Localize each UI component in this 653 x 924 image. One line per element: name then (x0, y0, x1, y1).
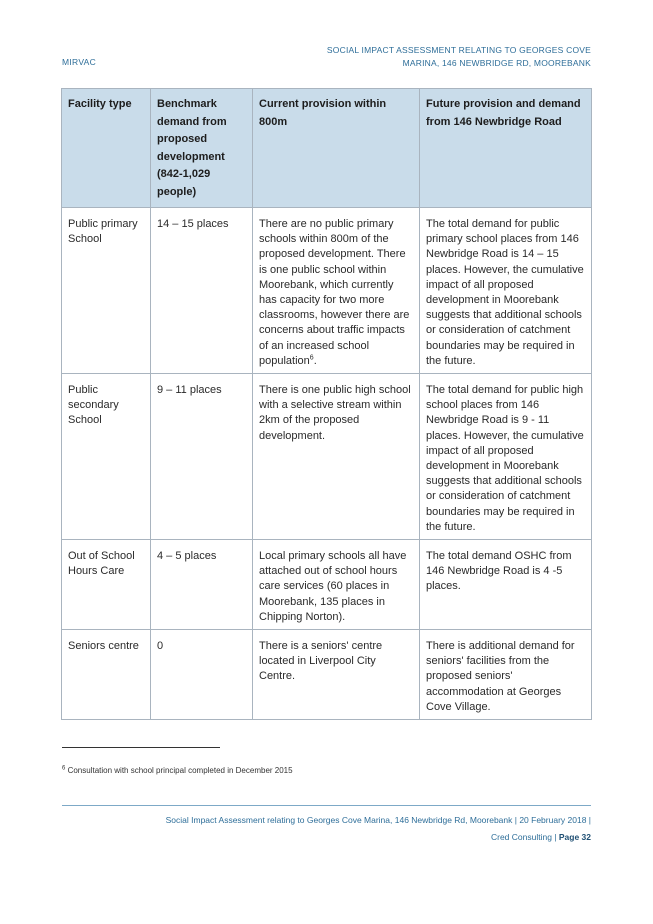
cell-current: There is a seniors' centre located in Liverpool City Centre. (253, 630, 420, 720)
header-title-line1: SOCIAL IMPACT ASSESSMENT RELATING TO GEORGES COVE (326, 45, 591, 55)
cell-benchmark: 9 – 11 places (151, 374, 253, 540)
header-company: MIRVAC (62, 57, 97, 67)
header-current-provision: Current provision within 800m (253, 89, 420, 208)
cell-benchmark: 14 – 15 places (151, 208, 253, 374)
header-benchmark-demand: Benchmark demand from proposed development (842-1,029 people) (151, 89, 253, 208)
cell-benchmark: 4 – 5 places (151, 540, 253, 630)
header-title (231, 44, 591, 69)
header-future-provision: Future provision and demand from 146 Newbridge Road (420, 89, 592, 208)
cell-facility: Out of School Hours Care (62, 540, 151, 630)
cell-current-text: There are no public primary schools within 800m of the proposed development. There is one public school within Moorebank, which currently has capacity for two more classrooms, however there are concerns about traffic impacts of an increased school population (259, 218, 410, 367)
cell-current: Local primary schools all have attached out of school hours care services (60 places in Moorebank, 135 places in Chipping Norton). (253, 540, 420, 630)
cell-facility: Public primary School (62, 208, 151, 374)
cell-facility: Public secondary School (62, 374, 151, 540)
footnote-divider (62, 747, 220, 748)
cell-future: The total demand for public primary school places from 146 Newbridge Road is 14 – 15 places. However, the cumulative impact of all proposed development in Moorebank suggests that additional schools or consideration of catchment boundaries may be required in the future. (420, 208, 592, 374)
table-row (62, 540, 592, 630)
footnote-number: 6 (62, 765, 66, 772)
table-row (62, 374, 592, 540)
footer-author: Cred Consulting | (490, 832, 559, 842)
header-title-line2: MARINA, 146 NEWBRIDGE RD, MOOREBANK (402, 57, 591, 68)
cell-current: There is one public high school with a selective stream within 2km of the proposed development. (253, 374, 420, 540)
header-facility-type: Facility type (62, 89, 151, 208)
footer-page-info (291, 832, 591, 842)
facility-table (61, 88, 592, 720)
cell-future: The total demand OSHC from 146 Newbridge Road is 4 -5 places. (420, 540, 592, 630)
cell-future: The total demand for public high school places from 146 Newbridge Road is 9 - 11 places. However, the cumulative impact of all proposed development in Moorebank suggests that additional schools or consideration of catchment boundaries may be required in the future. (420, 374, 592, 540)
footer-document-title: Social Impact Assessment relating to Georges Cove Marina, 146 Newbridge Rd, Moorebank | 20 February 2018 | (165, 815, 591, 825)
footnote (62, 766, 293, 775)
table-row (62, 630, 592, 720)
cell-facility: Seniors centre (62, 630, 151, 720)
footnote-ref[interactable]: 6 (309, 354, 314, 362)
cell-current-end: . (313, 354, 317, 367)
footnote-text: Consultation with school principal completed in December 2015 (65, 766, 293, 775)
cell-current (253, 208, 420, 374)
page-number: Page 32 (558, 832, 591, 842)
table-row (62, 208, 592, 374)
cell-future: There is additional demand for seniors' facilities from the proposed seniors' accommodation at Georges Cove Village. (420, 630, 592, 720)
table-header-row (62, 89, 592, 208)
cell-benchmark: 0 (151, 630, 253, 720)
footer-divider (62, 805, 591, 806)
